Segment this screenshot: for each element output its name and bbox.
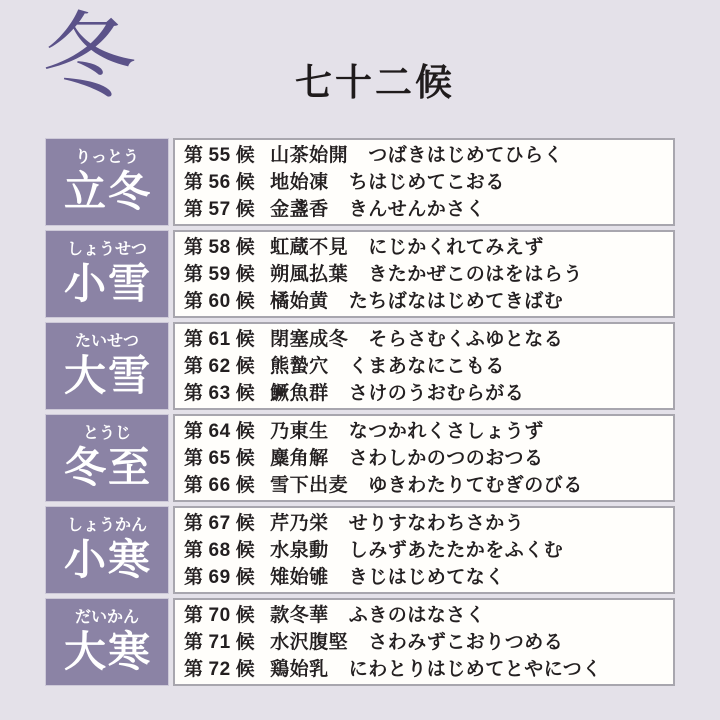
pentad-reading: つばきはじめてひらく: [368, 144, 564, 166]
pentad-number: 57: [208, 198, 231, 220]
page-title: 七十二候: [295, 62, 455, 103]
pentad-number-prefix: 第: [184, 263, 204, 285]
pentad-name: 鱖魚群: [270, 382, 329, 404]
pentad-name: 水泉動: [270, 539, 329, 561]
solar-term-cell: [45, 230, 169, 318]
pentad-number-suffix: 候: [235, 382, 256, 404]
pentad-number: 64: [208, 420, 231, 442]
pentad-number-prefix: 第: [184, 539, 204, 561]
pentad-number-prefix: 第: [184, 631, 204, 653]
season-label-winter: 冬: [42, 3, 137, 112]
season-section: [45, 506, 675, 594]
pentad-number-prefix: 第: [184, 474, 204, 496]
pentad-row: [184, 288, 673, 315]
pentad-number: 59: [208, 263, 231, 285]
pentad-name: 水沢腹堅: [270, 631, 349, 653]
pentad-reading: にじかくれてみえず: [368, 236, 544, 258]
pentad-number-prefix: 第: [184, 420, 204, 442]
pentad-reading: しみずあたたかをふくむ: [348, 539, 564, 561]
season-section: [45, 414, 675, 502]
pentad-rows-cell: [173, 322, 675, 410]
pentad-row: [184, 629, 673, 656]
pentad-number-suffix: 候: [235, 604, 256, 626]
pentad-number: 61: [208, 328, 231, 350]
pentad-number-prefix: 第: [184, 198, 204, 220]
pentad-reading: きじはじめてなく: [348, 566, 505, 588]
pentad-number-prefix: 第: [184, 328, 204, 350]
pentad-number-suffix: 候: [235, 566, 256, 588]
pentad-number: 69: [208, 566, 231, 588]
pentad-rows-cell: [173, 138, 675, 226]
pentad-reading: ちはじめてこおる: [348, 171, 505, 193]
pentad-row: [184, 564, 673, 591]
pentad-number-suffix: 候: [235, 420, 256, 442]
pentad-reading: にわとりはじめてとやにつく: [348, 658, 602, 680]
solar-term-furigana: だいかん: [74, 609, 139, 627]
pentad-name: 地始凍: [270, 171, 329, 193]
solar-term-cell: [45, 138, 169, 226]
pentad-name: 麋角解: [270, 447, 329, 469]
pentad-number: 62: [208, 355, 231, 377]
solar-term-label: 小寒: [63, 535, 152, 583]
pentad-number-suffix: 候: [235, 144, 256, 166]
season-section: [45, 598, 675, 686]
pentad-row: [184, 418, 673, 445]
solar-term-furigana: しょうせつ: [66, 241, 147, 259]
pentad-name: 雉始雊: [270, 566, 329, 588]
pentad-row: [184, 234, 673, 261]
pentad-rows-cell: [173, 506, 675, 594]
pentad-name: 款冬華: [270, 604, 329, 626]
pentad-number: 71: [208, 631, 231, 653]
pentad-reading: たちばなはじめてきばむ: [348, 290, 564, 312]
pentad-number-suffix: 候: [235, 631, 256, 653]
solar-term-label: 冬至: [63, 443, 152, 491]
pentad-number: 66: [208, 474, 231, 496]
pentad-rows-cell: [173, 598, 675, 686]
pentad-reading: さわしかのつのおつる: [348, 447, 544, 469]
solar-term-furigana: りっとう: [74, 149, 139, 167]
pentad-number-suffix: 候: [235, 198, 256, 220]
solar-term-label: 立冬: [63, 167, 152, 215]
pentad-reading: くまあなにこもる: [348, 355, 505, 377]
solar-term-furigana: しょうかん: [66, 517, 147, 535]
solar-term-cell: [45, 598, 169, 686]
pentad-reading: きたかぜこのはをはらう: [368, 263, 583, 285]
pentad-number-suffix: 候: [235, 658, 256, 680]
pentad-row: [184, 380, 673, 407]
pentad-number-prefix: 第: [184, 171, 204, 193]
pentad-name: 金盞香: [270, 198, 329, 220]
pentad-number-prefix: 第: [184, 447, 204, 469]
pentad-rows-cell: [173, 230, 675, 318]
pentad-number-prefix: 第: [184, 290, 204, 312]
pentad-number-suffix: 候: [235, 355, 256, 377]
pentad-row: [184, 656, 673, 683]
pentad-row: [184, 142, 673, 169]
pentad-name: 熊蟄穴: [270, 355, 329, 377]
pentad-number: 70: [208, 604, 231, 626]
pentad-number: 63: [208, 382, 231, 404]
pentad-number-suffix: 候: [235, 474, 256, 496]
pentad-number-suffix: 候: [235, 290, 256, 312]
solar-term-furigana: とうじ: [82, 425, 131, 443]
pentad-row: [184, 169, 673, 196]
pentad-number-prefix: 第: [184, 355, 204, 377]
pentad-row: [184, 537, 673, 564]
pentad-number-suffix: 候: [235, 236, 256, 258]
solar-term-furigana: たいせつ: [74, 333, 139, 351]
season-section: [45, 230, 675, 318]
pentad-name: 乃東生: [270, 420, 329, 442]
solar-term-label: 小雪: [63, 259, 152, 307]
pentad-number-prefix: 第: [184, 566, 204, 588]
pentad-reading: せりすなわちさかう: [348, 512, 525, 534]
pentad-row: [184, 472, 673, 499]
pentad-name: 山茶始開: [270, 144, 349, 166]
pentad-name: 閉塞成冬: [270, 328, 349, 350]
solar-term-label: 大雪: [63, 351, 152, 399]
pentad-number-prefix: 第: [184, 236, 204, 258]
pentad-row: [184, 445, 673, 472]
solar-term-cell: [45, 506, 169, 594]
pentad-number-suffix: 候: [235, 539, 256, 561]
pentad-number-prefix: 第: [184, 604, 204, 626]
solar-term-label: 大寒: [63, 627, 152, 675]
pentad-reading: なつかれくさしょうず: [348, 420, 544, 442]
pentad-row: [184, 510, 673, 537]
pentad-number-prefix: 第: [184, 382, 204, 404]
pentad-number: 65: [208, 447, 231, 469]
solar-term-cell: [45, 414, 169, 502]
pentad-number-suffix: 候: [235, 328, 256, 350]
pentad-reading: きんせんかさく: [348, 198, 486, 220]
pentad-reading: ゆきわたりてむぎのびる: [368, 474, 583, 496]
pentad-row: [184, 353, 673, 380]
season-section: [45, 138, 675, 226]
pentad-number-suffix: 候: [235, 447, 256, 469]
pentad-reading: そらさむくふゆとなる: [368, 328, 564, 350]
seventy-two-pentads-table: [45, 138, 675, 686]
solar-term-cell: [45, 322, 169, 410]
pentad-number-prefix: 第: [184, 144, 204, 166]
season-section: [45, 322, 675, 410]
pentad-number: 55: [208, 144, 231, 166]
pentad-number: 56: [208, 171, 231, 193]
pentad-reading: さけのうおむらがる: [348, 382, 525, 404]
pentad-name: 朔風払葉: [270, 263, 349, 285]
pentad-rows-cell: [173, 414, 675, 502]
pentad-number: 58: [208, 236, 231, 258]
pentad-name: 雪下出麦: [270, 474, 349, 496]
pentad-name: 芹乃栄: [270, 512, 329, 534]
pentad-reading: ふきのはなさく: [348, 604, 486, 626]
pentad-row: [184, 602, 673, 629]
pentad-name: 橘始黄: [270, 290, 329, 312]
pentad-number-suffix: 候: [235, 171, 256, 193]
pentad-name: 虹蔵不見: [270, 236, 349, 258]
pentad-number-prefix: 第: [184, 512, 204, 534]
pentad-number: 72: [208, 658, 231, 680]
pentad-row: [184, 261, 673, 288]
pentad-number: 68: [208, 539, 231, 561]
pentad-row: [184, 196, 673, 223]
pentad-number-suffix: 候: [235, 263, 256, 285]
pentad-number: 60: [208, 290, 231, 312]
pentad-number-suffix: 候: [235, 512, 256, 534]
pentad-row: [184, 326, 673, 353]
pentad-name: 鶏始乳: [270, 658, 329, 680]
pentad-number-prefix: 第: [184, 658, 204, 680]
pentad-reading: さわみずこおりつめる: [368, 631, 564, 653]
pentad-number: 67: [208, 512, 231, 534]
